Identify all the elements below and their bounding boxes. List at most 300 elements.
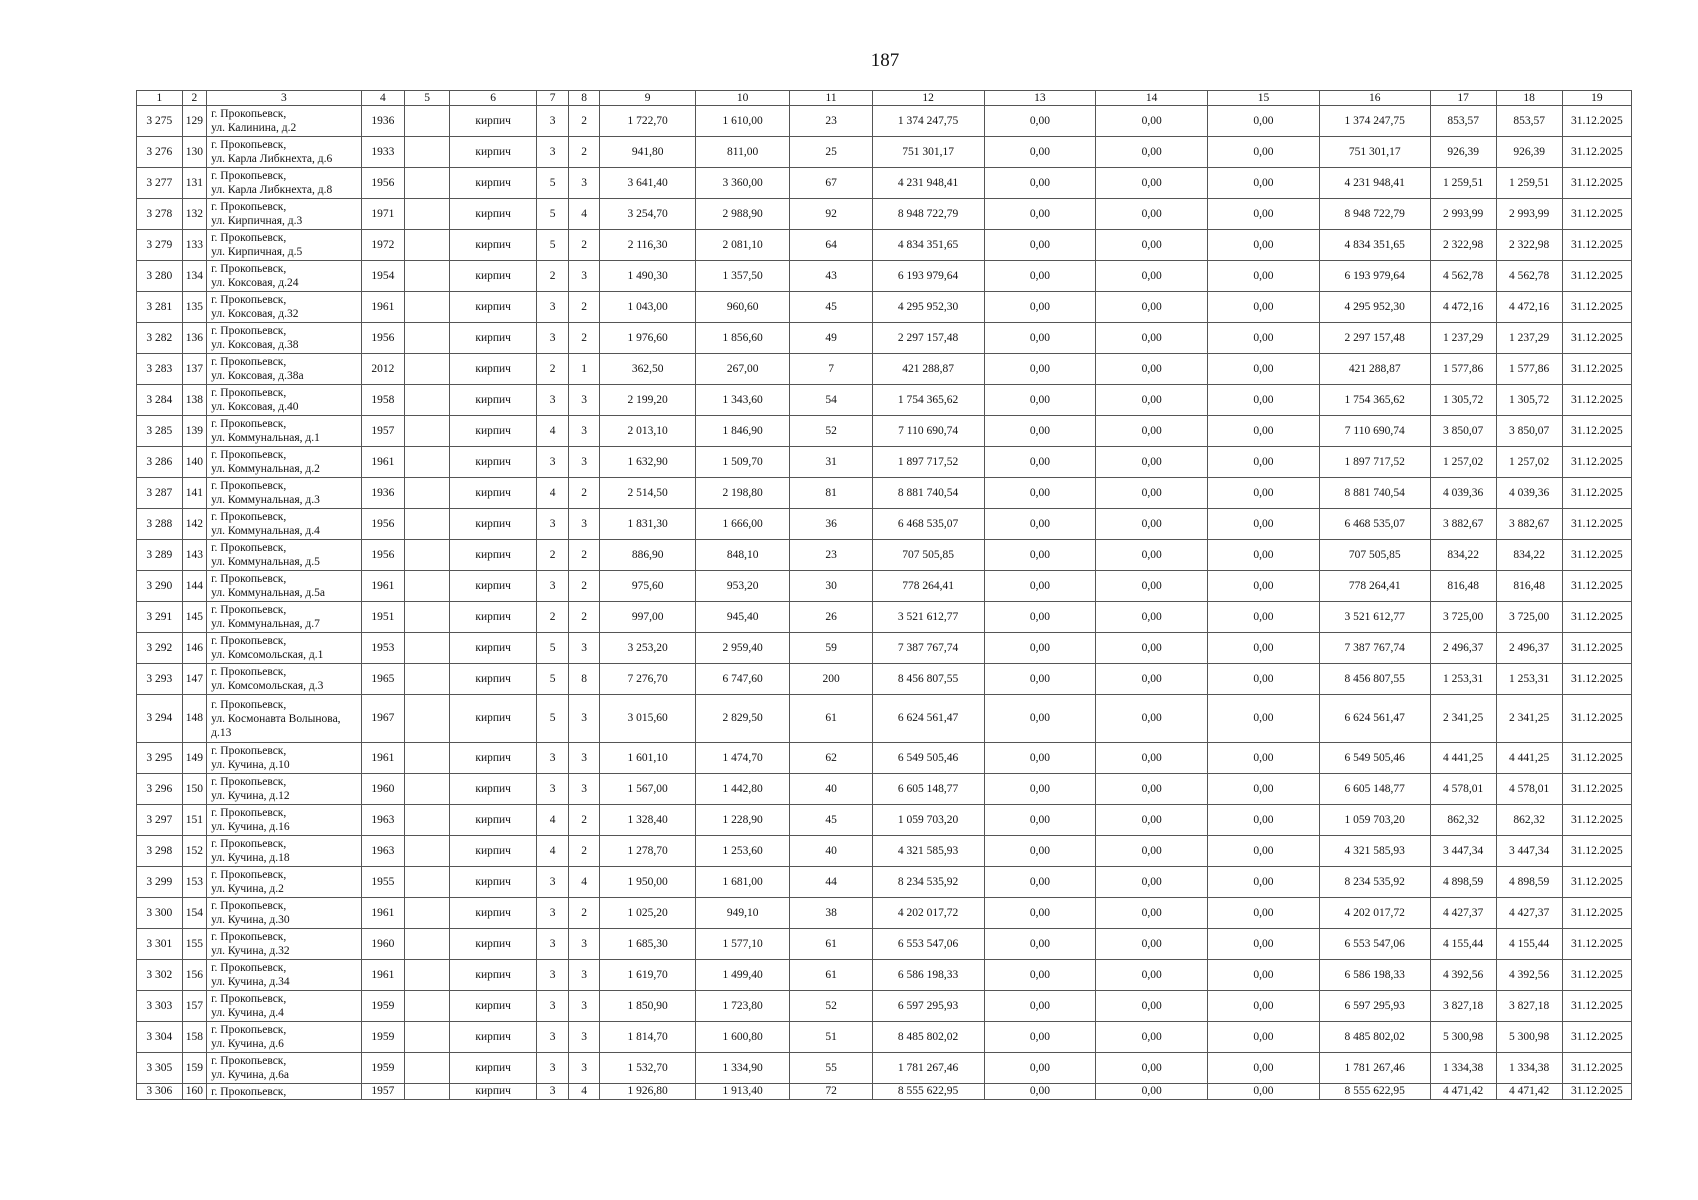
table-cell <box>405 774 450 805</box>
address-cell: г. Прокопьевск, ул. Коксовая, д.38а <box>207 354 361 385</box>
table-cell: 3 275 <box>137 106 183 137</box>
address-cell: г. Прокопьевск, ул. Коммунальная, д.4 <box>207 509 361 540</box>
table-cell: 8 485 802,02 <box>872 1022 984 1053</box>
table-cell: 1 567,00 <box>600 774 696 805</box>
table-cell: 1951 <box>361 602 405 633</box>
table-cell: 1 253,60 <box>695 836 790 867</box>
table-cell: 421 288,87 <box>872 354 984 385</box>
table-cell: 3 <box>537 509 569 540</box>
table-cell: 3 447,34 <box>1430 836 1496 867</box>
table-cell: кирпич <box>449 960 536 991</box>
table-row <box>137 664 1632 695</box>
table-body <box>137 106 1632 1100</box>
table-cell: кирпич <box>449 602 536 633</box>
table-cell: 0,00 <box>1208 1084 1320 1100</box>
table-cell: 811,00 <box>695 137 790 168</box>
table-cell: 49 <box>790 323 872 354</box>
table-cell: 751 301,17 <box>1319 137 1430 168</box>
address-cell: г. Прокопьевск, ул. Карла Либкнехта, д.8 <box>207 168 361 199</box>
table-cell: 4 231 948,41 <box>872 168 984 199</box>
table-cell: 1961 <box>361 447 405 478</box>
table-cell <box>405 805 450 836</box>
table-cell: 3 289 <box>137 540 183 571</box>
table-cell: 1963 <box>361 805 405 836</box>
table-cell: 0,00 <box>984 354 1096 385</box>
table-cell: 4 202 017,72 <box>1319 898 1430 929</box>
table-cell: 1 499,40 <box>695 960 790 991</box>
table-cell: 2 <box>568 106 600 137</box>
table-cell: 1 619,70 <box>600 960 696 991</box>
table-cell: 54 <box>790 385 872 416</box>
table-cell: 4 039,36 <box>1430 478 1496 509</box>
table-cell: 7 387 767,74 <box>872 633 984 664</box>
table-cell: кирпич <box>449 695 536 743</box>
table-cell: 0,00 <box>984 261 1096 292</box>
table-cell <box>405 602 450 633</box>
table-cell: 44 <box>790 867 872 898</box>
table-cell: кирпич <box>449 292 536 323</box>
table-cell: 0,00 <box>1096 743 1208 774</box>
table-cell: 1 976,60 <box>600 323 696 354</box>
table-cell: 1 257,02 <box>1496 447 1562 478</box>
table-cell: 5 <box>537 664 569 695</box>
column-header: 1 <box>137 91 183 106</box>
table-cell: 3 <box>568 633 600 664</box>
table-cell: 6 597 295,93 <box>872 991 984 1022</box>
table-cell: 61 <box>790 929 872 960</box>
table-cell: 862,32 <box>1430 805 1496 836</box>
column-header: 12 <box>872 91 984 106</box>
table-cell: 1 754 365,62 <box>872 385 984 416</box>
table-cell: 1933 <box>361 137 405 168</box>
table-cell: 3 297 <box>137 805 183 836</box>
column-header: 16 <box>1319 91 1430 106</box>
table-cell <box>405 867 450 898</box>
table-cell: 6 586 198,33 <box>1319 960 1430 991</box>
table-cell: 3 <box>568 743 600 774</box>
table-cell: 0,00 <box>984 602 1096 633</box>
table-cell: 0,00 <box>984 478 1096 509</box>
table-cell: 1963 <box>361 836 405 867</box>
table-cell: 3 827,18 <box>1496 991 1562 1022</box>
table-cell: 1 474,70 <box>695 743 790 774</box>
table-cell: 2 <box>568 323 600 354</box>
table-cell: 3 294 <box>137 695 183 743</box>
table-cell: 141 <box>182 478 206 509</box>
table-cell: 0,00 <box>1208 774 1320 805</box>
table-row <box>137 960 1632 991</box>
table-cell: кирпич <box>449 898 536 929</box>
table-cell: 143 <box>182 540 206 571</box>
table-cell: 3 <box>537 571 569 602</box>
table-cell: 0,00 <box>1096 478 1208 509</box>
table-row <box>137 354 1632 385</box>
table-cell: 3 <box>537 1053 569 1084</box>
table-row <box>137 774 1632 805</box>
table-cell: 2 322,98 <box>1496 230 1562 261</box>
table-cell: 1 059 703,20 <box>1319 805 1430 836</box>
table-cell: 148 <box>182 695 206 743</box>
table-cell: 778 264,41 <box>872 571 984 602</box>
table-cell: 133 <box>182 230 206 261</box>
table-cell: 4 562,78 <box>1496 261 1562 292</box>
table-cell: 926,39 <box>1430 137 1496 168</box>
table-cell: 0,00 <box>984 836 1096 867</box>
column-header: 19 <box>1562 91 1631 106</box>
table-cell: 1961 <box>361 571 405 602</box>
table-cell: 23 <box>790 540 872 571</box>
table-cell: кирпич <box>449 540 536 571</box>
table-cell: 3 <box>537 929 569 960</box>
table-cell: 0,00 <box>1208 633 1320 664</box>
table-cell: 30 <box>790 571 872 602</box>
table-cell: 4 321 585,93 <box>1319 836 1430 867</box>
table-cell: 0,00 <box>1096 385 1208 416</box>
column-header: 13 <box>984 91 1096 106</box>
table-cell <box>405 106 450 137</box>
table-cell <box>405 385 450 416</box>
table-cell: 0,00 <box>984 1084 1096 1100</box>
table-cell: 0,00 <box>1208 323 1320 354</box>
table-cell: 0,00 <box>1208 1053 1320 1084</box>
table-cell: 31.12.2025 <box>1562 199 1631 230</box>
table-cell: кирпич <box>449 571 536 602</box>
table-cell: 3 <box>568 695 600 743</box>
table-cell: 1 666,00 <box>695 509 790 540</box>
table-cell: кирпич <box>449 929 536 960</box>
table-cell: 1 259,51 <box>1430 168 1496 199</box>
table-cell <box>405 168 450 199</box>
table-cell: 0,00 <box>1096 230 1208 261</box>
table-cell: 0,00 <box>1208 695 1320 743</box>
table-cell <box>405 960 450 991</box>
table-row <box>137 867 1632 898</box>
table-cell: 4 321 585,93 <box>872 836 984 867</box>
table-cell: 147 <box>182 664 206 695</box>
address-cell: г. Прокопьевск, ул. Кирпичная, д.3 <box>207 199 361 230</box>
table-cell: 7 110 690,74 <box>1319 416 1430 447</box>
table-cell: 0,00 <box>1096 509 1208 540</box>
table-cell: 1961 <box>361 960 405 991</box>
table-cell: 862,32 <box>1496 805 1562 836</box>
table-cell: 4 834 351,65 <box>1319 230 1430 261</box>
table-cell: 1 334,38 <box>1430 1053 1496 1084</box>
table-cell: 6 605 148,77 <box>872 774 984 805</box>
column-header: 14 <box>1096 91 1208 106</box>
table-cell: 1965 <box>361 664 405 695</box>
table-cell: 8 881 740,54 <box>1319 478 1430 509</box>
table-cell: 0,00 <box>1208 540 1320 571</box>
table-cell <box>405 991 450 1022</box>
table-cell: 2 <box>537 261 569 292</box>
table-cell: 3 <box>537 960 569 991</box>
table-cell: 1 043,00 <box>600 292 696 323</box>
table-cell: 3 <box>568 261 600 292</box>
table-cell: 3 291 <box>137 602 183 633</box>
table-cell: 1 577,86 <box>1430 354 1496 385</box>
table-cell: 3 296 <box>137 774 183 805</box>
table-cell: 31.12.2025 <box>1562 261 1631 292</box>
table-cell: кирпич <box>449 805 536 836</box>
table-cell: 0,00 <box>1208 416 1320 447</box>
table-cell: 149 <box>182 743 206 774</box>
table-cell: 31.12.2025 <box>1562 774 1631 805</box>
table-cell: 3 288 <box>137 509 183 540</box>
table-cell: 1 509,70 <box>695 447 790 478</box>
table-cell: 0,00 <box>1096 571 1208 602</box>
table-cell: 816,48 <box>1496 571 1562 602</box>
table-cell: 816,48 <box>1430 571 1496 602</box>
address-cell: г. Прокопьевск, ул. Калинина, д.2 <box>207 106 361 137</box>
table-cell: кирпич <box>449 385 536 416</box>
table-cell: 0,00 <box>1096 168 1208 199</box>
table-cell: 1 532,70 <box>600 1053 696 1084</box>
page-number: 187 <box>870 50 900 71</box>
table-cell: 1 850,90 <box>600 991 696 1022</box>
table-cell: 0,00 <box>1096 261 1208 292</box>
table-cell: 941,80 <box>600 137 696 168</box>
table-cell: 0,00 <box>1208 1022 1320 1053</box>
table-cell: 2 116,30 <box>600 230 696 261</box>
table-cell: 4 562,78 <box>1430 261 1496 292</box>
table-cell: 0,00 <box>984 168 1096 199</box>
table-cell: 0,00 <box>984 1022 1096 1053</box>
table-cell: 0,00 <box>984 664 1096 695</box>
table-cell: 4 427,37 <box>1430 898 1496 929</box>
table-cell: 0,00 <box>1208 199 1320 230</box>
table-cell: 1 305,72 <box>1496 385 1562 416</box>
table-row <box>137 1022 1632 1053</box>
table-row <box>137 695 1632 743</box>
table-cell: 1971 <box>361 199 405 230</box>
table-cell: 3 <box>568 447 600 478</box>
table-cell: 4 427,37 <box>1496 898 1562 929</box>
table-cell: 975,60 <box>600 571 696 602</box>
table-cell: 6 747,60 <box>695 664 790 695</box>
table-cell: 3 285 <box>137 416 183 447</box>
table-cell: 8 555 622,95 <box>1319 1084 1430 1100</box>
table-cell: 155 <box>182 929 206 960</box>
table-cell: 0,00 <box>984 695 1096 743</box>
table-cell: 0,00 <box>984 137 1096 168</box>
table-row <box>137 261 1632 292</box>
table-cell: 1 577,86 <box>1496 354 1562 385</box>
table-cell: 2 <box>568 137 600 168</box>
table-cell: 31.12.2025 <box>1562 991 1631 1022</box>
address-cell: г. Прокопьевск, ул. Кучина, д.34 <box>207 960 361 991</box>
address-cell: г. Прокопьевск, ул. Кучина, д.30 <box>207 898 361 929</box>
table-row <box>137 323 1632 354</box>
table-cell: кирпич <box>449 633 536 664</box>
table-cell: 3 303 <box>137 991 183 1022</box>
table-cell: 52 <box>790 991 872 1022</box>
table-cell: 0,00 <box>1096 1084 1208 1100</box>
table-cell: 31.12.2025 <box>1562 478 1631 509</box>
table-row <box>137 478 1632 509</box>
table-cell: 0,00 <box>984 230 1096 261</box>
table-cell: 6 553 547,06 <box>1319 929 1430 960</box>
table-cell: кирпич <box>449 1022 536 1053</box>
table-cell: 8 <box>568 664 600 695</box>
table-cell <box>405 199 450 230</box>
table-cell: кирпич <box>449 774 536 805</box>
table-cell: 0,00 <box>1208 836 1320 867</box>
table-cell: 7 387 767,74 <box>1319 633 1430 664</box>
table-cell: 0,00 <box>984 416 1096 447</box>
table-cell: 1 814,70 <box>600 1022 696 1053</box>
table-cell: 31.12.2025 <box>1562 633 1631 664</box>
table-cell <box>405 478 450 509</box>
table-cell: 31.12.2025 <box>1562 540 1631 571</box>
table-cell: 4 392,56 <box>1430 960 1496 991</box>
table-cell: 834,22 <box>1496 540 1562 571</box>
table-cell: 136 <box>182 323 206 354</box>
table-cell: 0,00 <box>1096 695 1208 743</box>
table-cell: 2 <box>568 602 600 633</box>
table-cell: 1972 <box>361 230 405 261</box>
column-header: 17 <box>1430 91 1496 106</box>
table-cell: 926,39 <box>1496 137 1562 168</box>
table-cell: кирпич <box>449 261 536 292</box>
table-cell: 0,00 <box>984 323 1096 354</box>
table-cell: 3 521 612,77 <box>872 602 984 633</box>
table-cell: 2 <box>568 898 600 929</box>
table-cell: 1960 <box>361 929 405 960</box>
table-cell <box>405 633 450 664</box>
table-cell: 3 015,60 <box>600 695 696 743</box>
housing-registry-table <box>136 90 1632 1100</box>
table-cell: 1961 <box>361 743 405 774</box>
table-cell: кирпич <box>449 509 536 540</box>
table-cell: 132 <box>182 199 206 230</box>
table-cell: 1 328,40 <box>600 805 696 836</box>
table-cell: 2 959,40 <box>695 633 790 664</box>
table-cell: 0,00 <box>984 991 1096 1022</box>
table-cell: 2 <box>568 292 600 323</box>
table-cell: кирпич <box>449 137 536 168</box>
table-cell: 6 586 198,33 <box>872 960 984 991</box>
table-cell <box>405 898 450 929</box>
address-cell: г. Прокопьевск, ул. Коммунальная, д.7 <box>207 602 361 633</box>
table-cell: 778 264,41 <box>1319 571 1430 602</box>
table-cell: кирпич <box>449 743 536 774</box>
table-row <box>137 509 1632 540</box>
table-cell: 45 <box>790 292 872 323</box>
table-cell: 3 277 <box>137 168 183 199</box>
table-cell: 0,00 <box>1096 292 1208 323</box>
table-cell: 4 039,36 <box>1496 478 1562 509</box>
column-header: 5 <box>405 91 450 106</box>
table-cell: 3 287 <box>137 478 183 509</box>
table-cell: 8 456 807,55 <box>1319 664 1430 695</box>
table-cell: 31.12.2025 <box>1562 571 1631 602</box>
table-cell: 1 897 717,52 <box>1319 447 1430 478</box>
table-cell: 4 834 351,65 <box>872 230 984 261</box>
table-cell: 1 374 247,75 <box>872 106 984 137</box>
table-cell <box>405 292 450 323</box>
table-cell: 1 259,51 <box>1496 168 1562 199</box>
address-cell: г. Прокопьевск, ул. Кучина, д.6а <box>207 1053 361 1084</box>
table-cell: 3 282 <box>137 323 183 354</box>
table-cell: 6 468 535,07 <box>1319 509 1430 540</box>
table-cell: 3 <box>537 385 569 416</box>
table-cell: 2 341,25 <box>1496 695 1562 743</box>
table-cell: 3 <box>537 774 569 805</box>
table-cell: 0,00 <box>1096 960 1208 991</box>
table-cell: 3 725,00 <box>1430 602 1496 633</box>
table-cell: кирпич <box>449 323 536 354</box>
table-cell: 0,00 <box>1096 991 1208 1022</box>
table-cell: 886,90 <box>600 540 696 571</box>
table-cell: 61 <box>790 695 872 743</box>
table-cell: 1 334,38 <box>1496 1053 1562 1084</box>
table-cell: 3 <box>537 1022 569 1053</box>
table-cell: 0,00 <box>984 929 1096 960</box>
table-cell: 31.12.2025 <box>1562 836 1631 867</box>
table-cell: 135 <box>182 292 206 323</box>
table-cell: 140 <box>182 447 206 478</box>
address-cell: г. Прокопьевск, ул. Кучина, д.32 <box>207 929 361 960</box>
table-cell: 59 <box>790 633 872 664</box>
table-cell: 0,00 <box>1096 774 1208 805</box>
table-cell: 3 <box>537 447 569 478</box>
table-cell: 158 <box>182 1022 206 1053</box>
table-cell: 51 <box>790 1022 872 1053</box>
table-cell: 31.12.2025 <box>1562 960 1631 991</box>
table-cell: 6 549 505,46 <box>872 743 984 774</box>
table-cell: 4 295 952,30 <box>872 292 984 323</box>
table-cell: 4 <box>568 1084 600 1100</box>
table-cell: 131 <box>182 168 206 199</box>
address-cell: г. Прокопьевск, ул. Коксовая, д.38 <box>207 323 361 354</box>
address-cell: г. Прокопьевск, ул. Кирпичная, д.5 <box>207 230 361 261</box>
address-cell: г. Прокопьевск, ул. Кучина, д.2 <box>207 867 361 898</box>
table-cell: кирпич <box>449 867 536 898</box>
table-cell: 4 471,42 <box>1430 1084 1496 1100</box>
table-cell: 4 155,44 <box>1496 929 1562 960</box>
table-cell: 0,00 <box>1096 354 1208 385</box>
table-cell: 4 <box>537 836 569 867</box>
table-cell: 3 299 <box>137 867 183 898</box>
table-cell: 0,00 <box>1096 664 1208 695</box>
address-cell: г. Прокопьевск, ул. Коммунальная, д.1 <box>207 416 361 447</box>
table-cell: 0,00 <box>1096 540 1208 571</box>
table-cell: 0,00 <box>984 633 1096 664</box>
table-cell: 2 <box>537 354 569 385</box>
table-row <box>137 385 1632 416</box>
table-cell: 3 <box>568 168 600 199</box>
table-cell: кирпич <box>449 199 536 230</box>
table-cell: 0,00 <box>1096 199 1208 230</box>
table-cell: 1 228,90 <box>695 805 790 836</box>
table-cell: 1956 <box>361 509 405 540</box>
table-row <box>137 633 1632 664</box>
table-cell: 0,00 <box>1096 416 1208 447</box>
table-cell <box>405 664 450 695</box>
table-cell: кирпич <box>449 664 536 695</box>
table-cell: 2 297 157,48 <box>872 323 984 354</box>
table-cell: 2 013,10 <box>600 416 696 447</box>
table-cell: 3 447,34 <box>1496 836 1562 867</box>
table-cell: 3 295 <box>137 743 183 774</box>
table-cell: 0,00 <box>1208 602 1320 633</box>
table-cell: 43 <box>790 261 872 292</box>
table-cell <box>405 929 450 960</box>
table-cell: 4 <box>537 805 569 836</box>
table-cell: 3 360,00 <box>695 168 790 199</box>
table-cell: 40 <box>790 774 872 805</box>
table-cell: кирпич <box>449 416 536 447</box>
